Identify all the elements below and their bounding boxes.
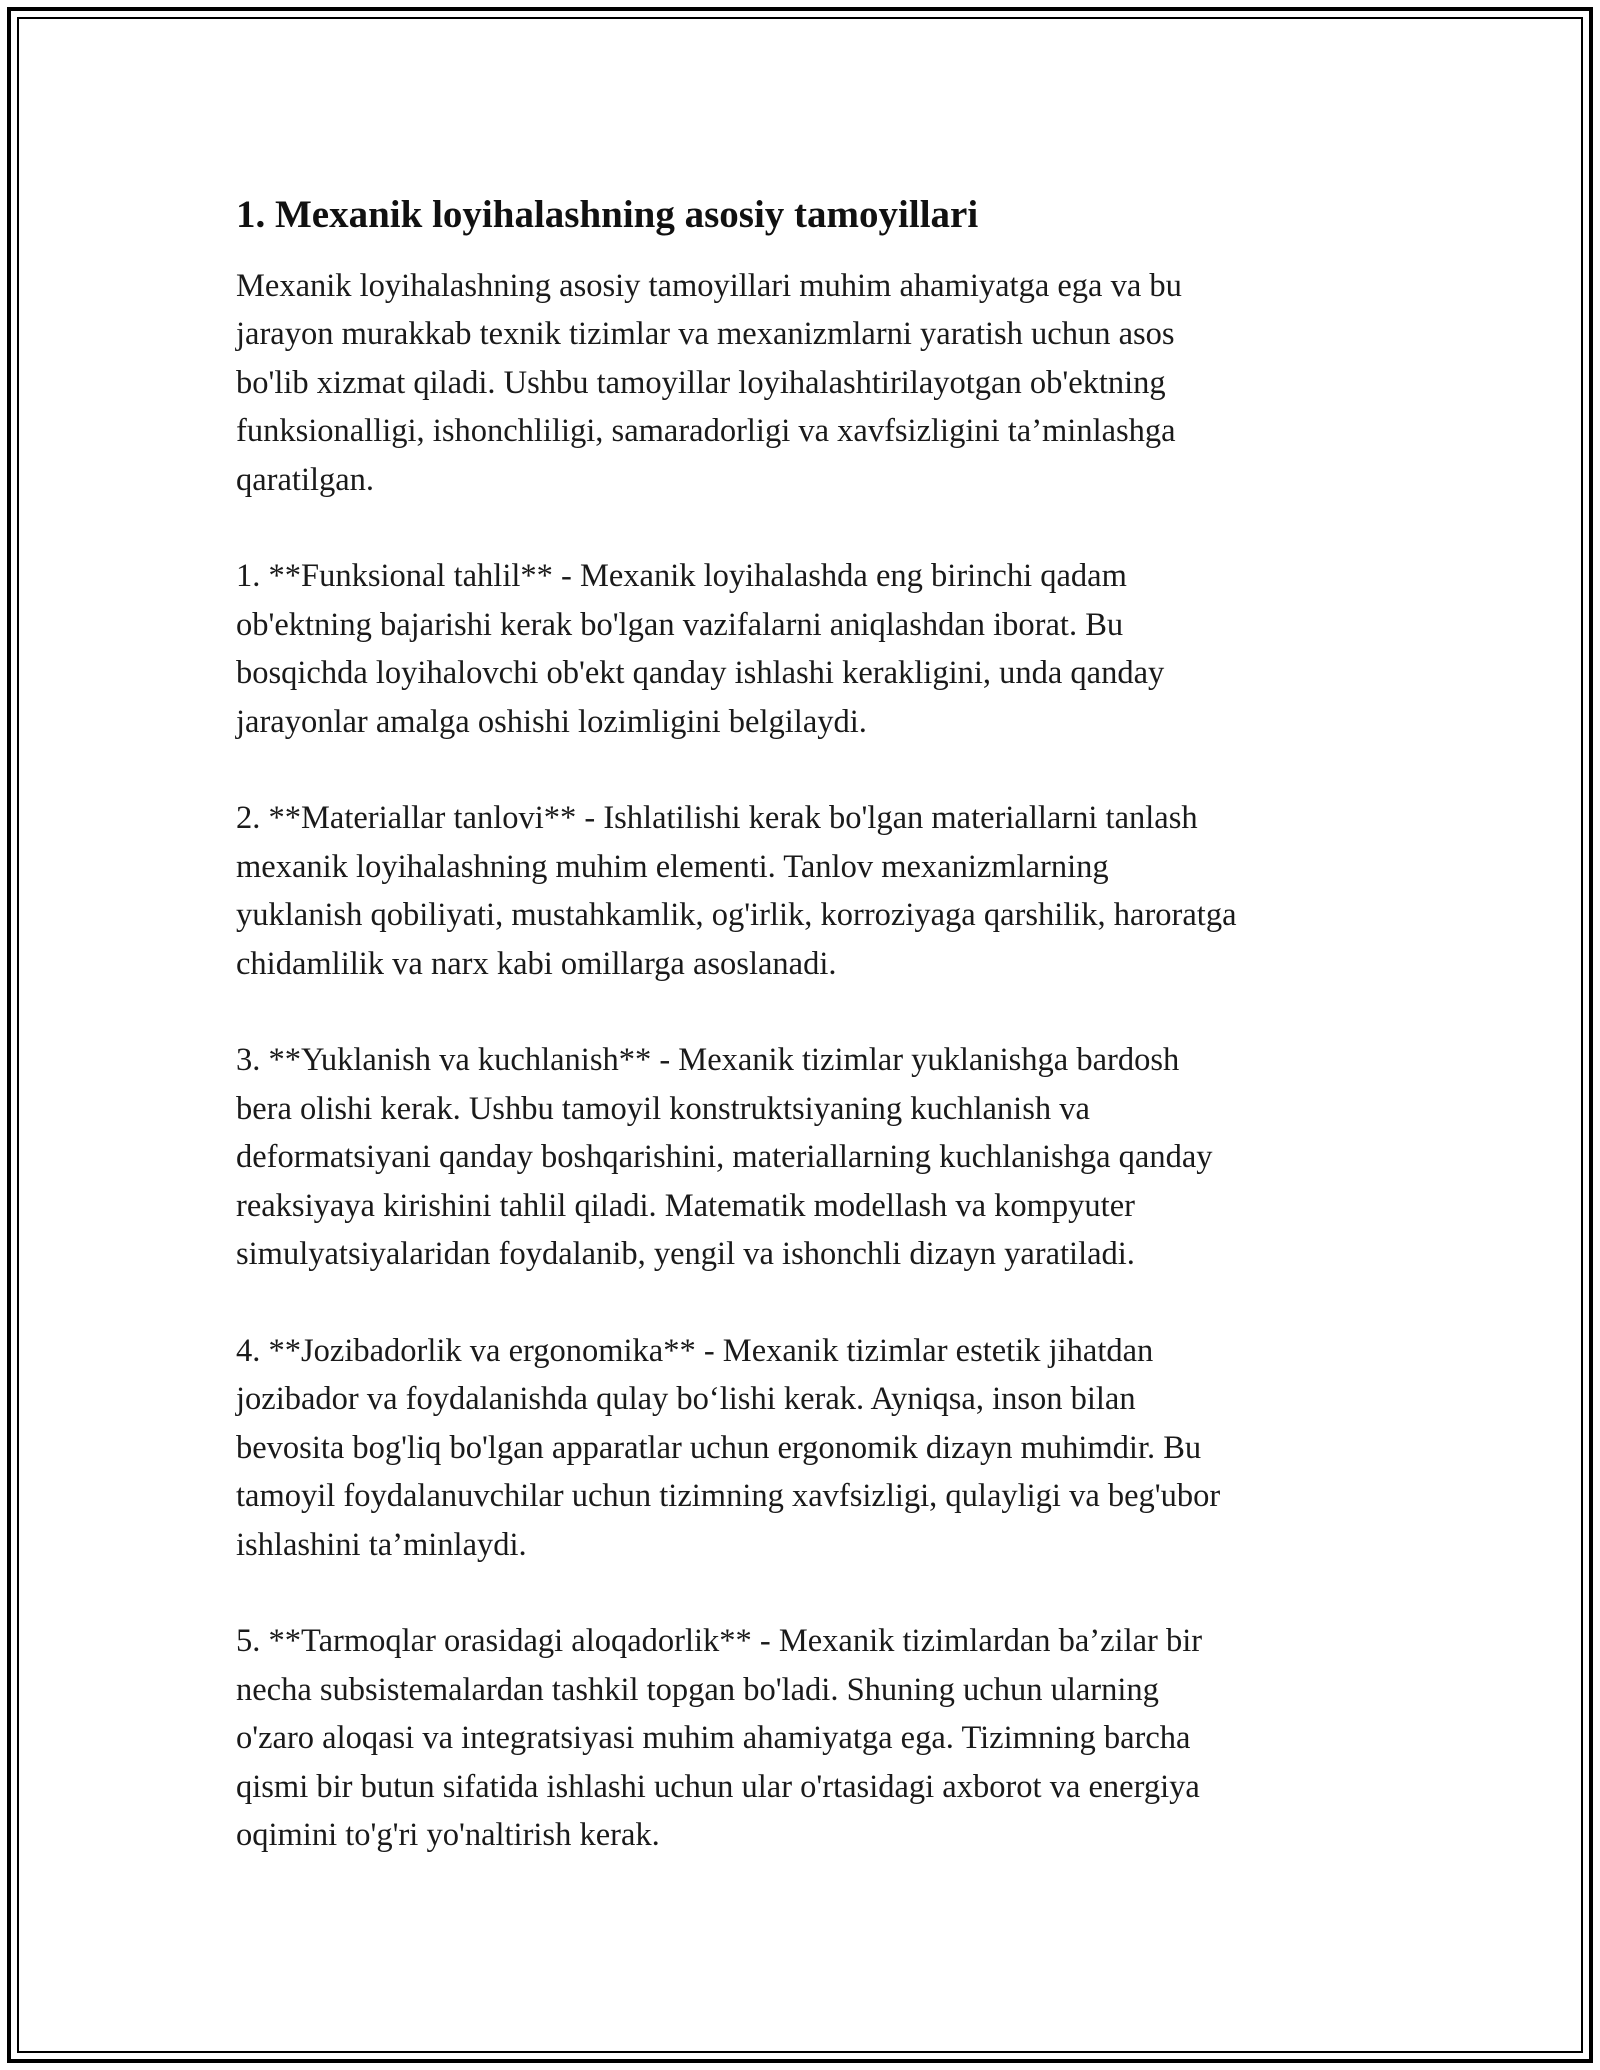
principle-material-selection: 2. **Materiallar tanlovi** - Ishlatilishi kerak bo'lgan materiallarni tanlash mexanik loyihalashning muhim elementi. Tanlov mexanizmlarning yuklanish qobiliyati, mustahkamlik, og'irlik, korroziyaga qarshilik, haroratga chidamlilik va narx kabi omillarga asoslanadi. — [236, 800, 1237, 982]
principle-functional-analysis: 1. **Funksional tahlil** - Mexanik loyihalashda eng birinchi qadam ob'ektning bajarishi kerak bo'lgan vazifalarni aniqlashdan iborat. Bu bosqichda loyihalovchi ob'ekt qanday ishlashi kerakligini, unda qanday jarayonlar amalga oshishi lozimligini belgilaydi. — [236, 558, 1165, 740]
document-body — [236, 188, 1386, 1859]
principle-aesthetics-ergonomics: 4. **Jozibadorlik va ergonomika** - Mexanik tizimlar estetik jihatdan jozibador va foydalanishda qulay bo‘lishi kerak. Ayniqsa, inson bilan bevosita bog'liq bo'lgan apparatlar uchun ergonomik dizayn muhimdir. Bu tamoyil foydalanuvchilar uchun tizimning xavfsizligi, qulayligi va beg'ubor ishlashini ta’minlaydi. — [236, 1332, 1221, 1563]
principle-subsystem-interconnection: 5. **Tarmoqlar orasidagi aloqadorlik** - Mexanik tizimlardan ba’zilar bir necha subsistemalardan tashkil topgan bo'ladi. Shuning uchun ularning o'zaro aloqasi va integratsiyasi muhim ahamiyatga ega. Tizimning barcha qismi bir butun sifatida ishlashi uchun ular o'rtasidagi axborot va energiya oqimini to'g'ri yo'naltirish kerak. — [236, 1623, 1203, 1853]
section-heading: 1. Mexanik loyihalashning asosiy tamoyillari — [236, 193, 979, 236]
intro-paragraph: Mexanik loyihalashning asosiy tamoyillari muhim ahamiyatga ega va bu jarayon murakkab texnik tizimlar va mexanizmlarni yaratish uchun asos bo'lib xizmat qiladi. Ushbu tamoyillar loyihalashtirilayotgan ob'ektning funksionalligi, ishonchliligi, samaradorligi va xavfsizligini ta’minlashga qaratilgan. — [236, 268, 1182, 498]
principle-load-and-stress: 3. **Yuklanish va kuchlanish** - Mexanik tizimlar yuklanishga bardosh bera olishi kerak. Ushbu tamoyil konstruktsiyaning kuchlanish va deformatsiyani qanday boshqarishini, materiallarning kuchlanishga qanday reaksiyaya kirishini tahlil qiladi. Matematik modellash va kompyuter simulyatsiyalaridan foydalanib, yengil va ishonchli dizayn yaratiladi. — [236, 1042, 1213, 1273]
